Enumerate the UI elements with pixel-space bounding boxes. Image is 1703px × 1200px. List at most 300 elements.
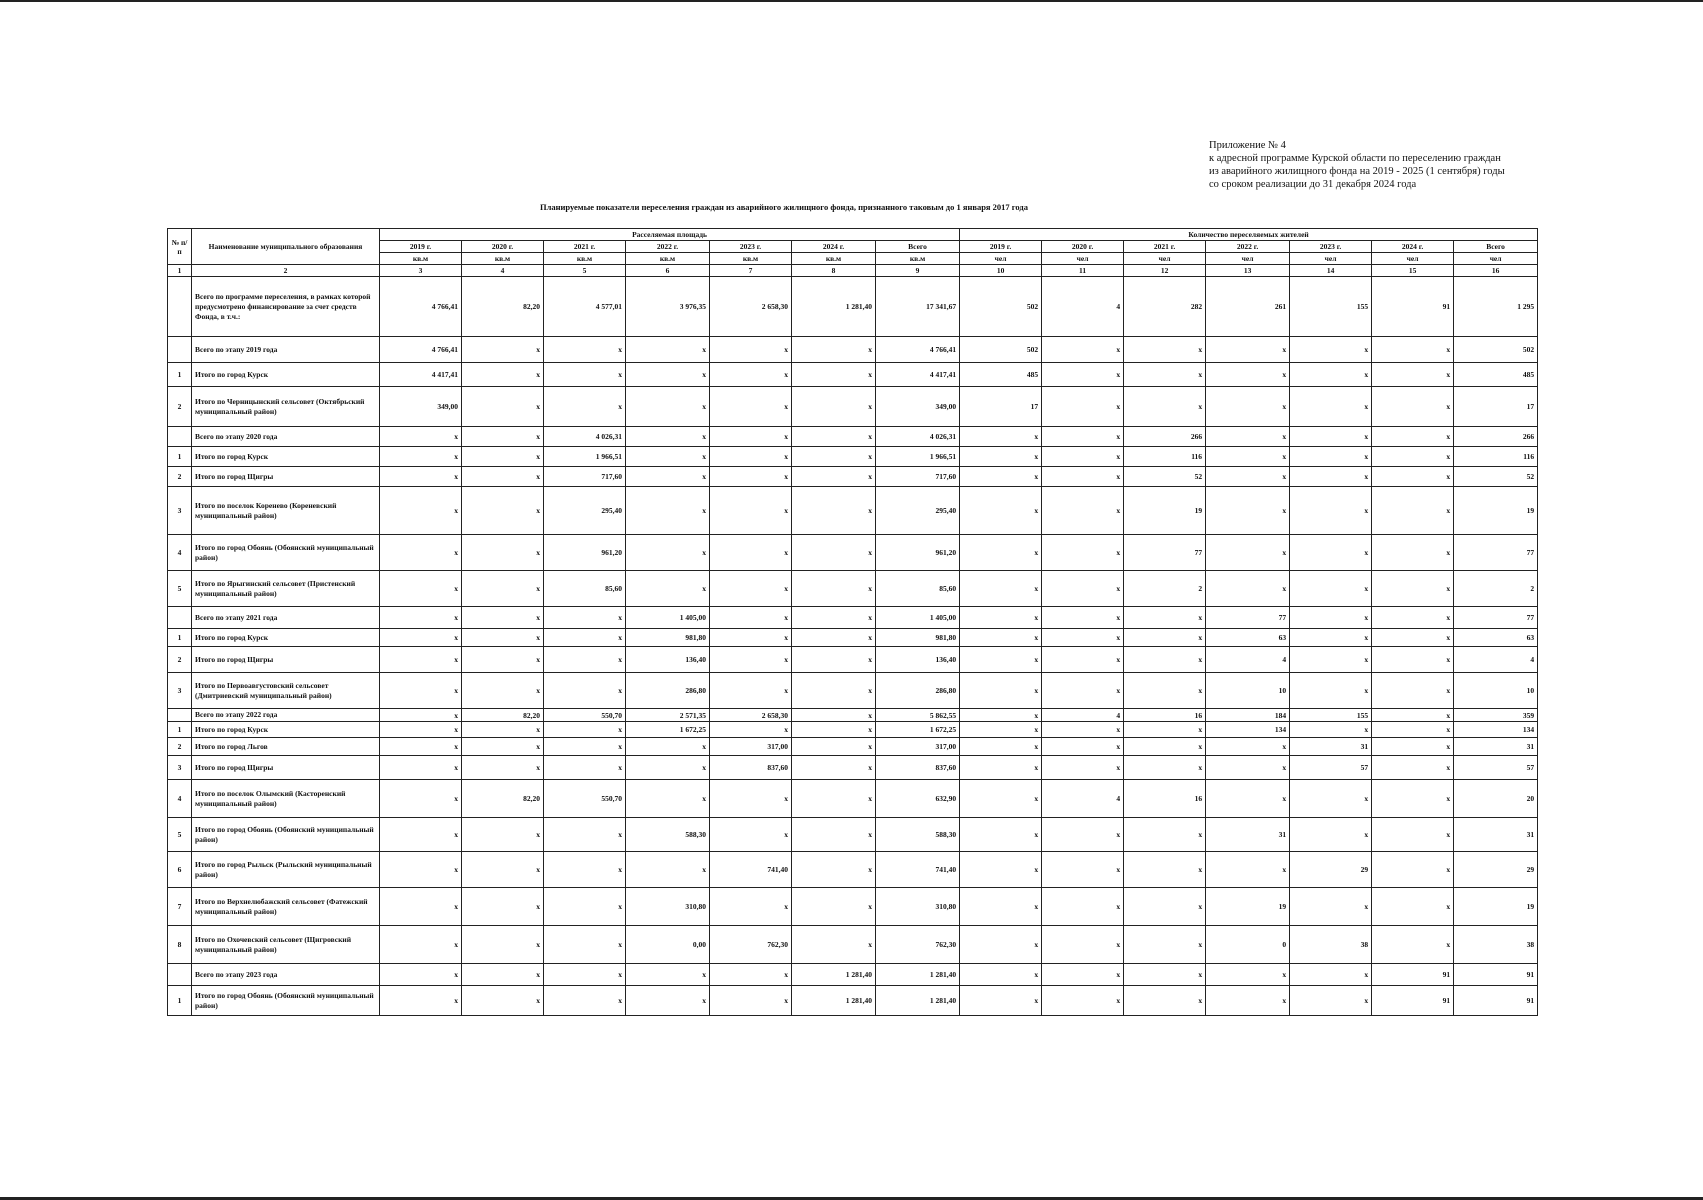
area-cell: x [380,487,462,535]
people-cell: 91 [1372,277,1454,337]
people-cell: x [1206,363,1290,387]
area-cell: 1 281,40 [876,964,960,986]
people-cell: x [1042,756,1124,780]
people-cell: x [1042,888,1124,926]
area-cell: x [380,986,462,1016]
area-cell: x [380,447,462,467]
area-cell: 0,00 [626,926,710,964]
table-row [168,535,1538,571]
people-cell: x [1124,722,1206,738]
area-cell: 295,40 [544,487,626,535]
area-cell: x [792,363,876,387]
people-cell: 77 [1454,535,1538,571]
area-cell: x [792,467,876,487]
people-cell: x [1042,964,1124,986]
row-number: 3 [168,673,192,709]
area-cell: x [544,387,626,427]
area-cell: 4 766,41 [380,277,462,337]
people-cell: 29 [1290,852,1372,888]
people-cell: x [1206,571,1290,607]
header-area-group: Расселяемая площадь [380,229,960,241]
people-cell: 19 [1206,888,1290,926]
people-cell: x [1372,738,1454,756]
people-cell: x [960,447,1042,467]
table-row [168,964,1538,986]
area-cell: x [792,647,876,673]
area-cell: x [710,673,792,709]
area-cell: x [380,467,462,487]
people-cell: x [1372,607,1454,629]
people-cell: x [1042,571,1124,607]
area-cell: x [380,926,462,964]
people-cell: x [1372,722,1454,738]
area-cell: x [710,888,792,926]
people-cell: x [960,673,1042,709]
people-cell: x [1372,427,1454,447]
people-cell: 282 [1124,277,1206,337]
people-cell: x [1124,818,1206,852]
area-cell: x [626,535,710,571]
area-cell: x [792,535,876,571]
people-cell: x [1290,673,1372,709]
area-cell: x [462,607,544,629]
area-cell: x [710,427,792,447]
people-unit-header: чел [1372,253,1454,265]
table-row [168,607,1538,629]
area-cell: 4 417,41 [876,363,960,387]
column-number: 16 [1454,265,1538,277]
area-cell: 981,80 [876,629,960,647]
area-cell: 2 571,35 [626,709,710,722]
area-cell: x [544,647,626,673]
area-year-header: 2024 г. [792,241,876,253]
header-num: № п/п [168,229,192,265]
people-cell: 77 [1124,535,1206,571]
people-cell: 155 [1290,709,1372,722]
row-name: Итого по город Обоянь (Обоянский муниципальный район) [192,986,380,1016]
people-unit-header: чел [1290,253,1372,265]
area-cell: x [710,722,792,738]
area-cell: x [380,427,462,447]
people-cell: 2 [1454,571,1538,607]
area-cell: 961,20 [876,535,960,571]
area-cell: x [710,467,792,487]
area-cell: x [710,818,792,852]
area-cell: x [626,447,710,467]
area-year-header: 2019 г. [380,241,462,253]
area-cell: x [544,629,626,647]
people-unit-header: чел [1454,253,1538,265]
table-row [168,629,1538,647]
area-cell: x [710,986,792,1016]
row-name: Итого по город Обоянь (Обоянский муниципальный район) [192,818,380,852]
area-year-header: 2020 г. [462,241,544,253]
area-cell: x [462,363,544,387]
area-cell: 550,70 [544,780,626,818]
table-row [168,673,1538,709]
people-cell: x [1206,535,1290,571]
people-cell: x [1206,780,1290,818]
area-unit-header: кв.м [380,253,462,265]
row-name: Всего по этапу 2023 года [192,964,380,986]
area-cell: x [380,756,462,780]
people-cell: x [1372,337,1454,363]
row-name: Итого по поселок Олымский (Касторенский муниципальный район) [192,780,380,818]
area-cell: 4 417,41 [380,363,462,387]
area-cell: x [544,607,626,629]
people-cell: x [1042,607,1124,629]
area-cell: 5 862,55 [876,709,960,722]
area-cell: 762,30 [876,926,960,964]
area-cell: 837,60 [710,756,792,780]
row-number: 5 [168,818,192,852]
people-cell: x [1290,986,1372,1016]
area-cell: 632,90 [876,780,960,818]
people-cell: x [1124,607,1206,629]
area-cell: x [792,487,876,535]
area-cell: 741,40 [710,852,792,888]
area-cell: 1 966,51 [876,447,960,467]
area-cell: x [544,888,626,926]
row-name: Итого по Охочевский сельсовет (Щигровский муниципальный район) [192,926,380,964]
area-unit-header: кв.м [626,253,710,265]
people-cell: 116 [1124,447,1206,467]
area-cell: x [380,852,462,888]
row-number [168,277,192,337]
people-cell: 4 [1042,709,1124,722]
people-cell: x [1372,852,1454,888]
area-cell: 286,80 [876,673,960,709]
row-number: 2 [168,467,192,487]
people-cell: 20 [1454,780,1538,818]
row-name: Итого по Черницынский сельсовет (Октябрьский муниципальный район) [192,387,380,427]
area-cell: x [792,427,876,447]
people-cell: x [960,427,1042,447]
people-cell: x [960,607,1042,629]
people-cell: 359 [1454,709,1538,722]
area-cell: 136,40 [876,647,960,673]
row-name: Итого по поселок Коренево (Кореневский муниципальный район) [192,487,380,535]
row-name: Итого по город Курск [192,722,380,738]
area-cell: x [380,964,462,986]
people-cell: 266 [1454,427,1538,447]
area-cell: 588,30 [626,818,710,852]
people-cell: x [960,964,1042,986]
area-cell: x [462,447,544,467]
people-cell: x [960,756,1042,780]
people-unit-header: чел [1206,253,1290,265]
area-cell: x [626,571,710,607]
people-cell: x [1372,447,1454,467]
people-cell: x [1042,387,1124,427]
table-row [168,888,1538,926]
people-cell: x [1042,447,1124,467]
people-cell: 52 [1124,467,1206,487]
area-cell: x [380,780,462,818]
area-cell: 85,60 [544,571,626,607]
row-name: Итого по город Курск [192,363,380,387]
people-cell: 91 [1454,964,1538,986]
row-name: Итого по Ярыгинский сельсовет (Пристенский муниципальный район) [192,571,380,607]
area-cell: x [792,818,876,852]
people-cell: x [1124,986,1206,1016]
people-cell: 29 [1454,852,1538,888]
column-number: 4 [462,265,544,277]
table-row [168,926,1538,964]
area-cell: x [544,363,626,387]
people-cell: 10 [1206,673,1290,709]
table-row [168,852,1538,888]
header-colnum-row [168,265,1538,277]
people-cell: x [960,926,1042,964]
row-number: 5 [168,571,192,607]
area-cell: x [544,738,626,756]
area-cell: x [626,387,710,427]
area-cell: x [462,629,544,647]
area-cell: x [462,818,544,852]
people-cell: x [1372,387,1454,427]
area-cell: x [380,673,462,709]
people-cell: x [1372,709,1454,722]
area-cell: x [792,852,876,888]
table-row [168,467,1538,487]
people-year-header: 2024 г. [1372,241,1454,253]
area-cell: x [710,337,792,363]
people-cell: 57 [1454,756,1538,780]
area-cell: x [626,756,710,780]
area-cell: 1 281,40 [876,986,960,1016]
area-cell: 82,20 [462,709,544,722]
area-cell: x [792,607,876,629]
row-number: 1 [168,447,192,467]
area-cell: 3 976,35 [626,277,710,337]
area-cell: 4 026,31 [876,427,960,447]
area-cell: 550,70 [544,709,626,722]
area-unit-header: кв.м [544,253,626,265]
people-cell: 91 [1372,986,1454,1016]
area-cell: x [544,722,626,738]
people-cell: x [960,571,1042,607]
area-cell: x [380,607,462,629]
row-number: 2 [168,647,192,673]
row-name: Итого по город Обоянь (Обоянский муниципальный район) [192,535,380,571]
area-cell: x [710,780,792,818]
scan-top-edge [0,0,1703,2]
people-cell: 77 [1206,607,1290,629]
area-cell: 349,00 [380,387,462,427]
area-cell: x [626,964,710,986]
row-name: Всего по этапу 2022 года [192,709,380,722]
area-cell: x [626,337,710,363]
row-name: Итого по город Рыльск (Рыльский муниципальный район) [192,852,380,888]
area-cell: x [380,738,462,756]
people-cell: x [1206,467,1290,487]
area-cell: x [380,571,462,607]
area-cell: 1 672,25 [876,722,960,738]
area-cell: x [380,647,462,673]
area-cell: x [710,387,792,427]
people-cell: 91 [1372,964,1454,986]
area-cell: x [792,709,876,722]
people-cell: x [1124,738,1206,756]
area-cell: 961,20 [544,535,626,571]
area-cell: x [792,888,876,926]
row-number: 4 [168,535,192,571]
people-cell: x [1124,852,1206,888]
area-cell: x [792,571,876,607]
area-cell: x [626,467,710,487]
row-name: Итого по город Курск [192,447,380,467]
people-cell: x [960,647,1042,673]
row-number: 6 [168,852,192,888]
area-cell: x [544,852,626,888]
area-year-header: 2021 г. [544,241,626,253]
people-cell: x [960,467,1042,487]
table-row [168,363,1538,387]
people-cell: x [1290,447,1372,467]
people-cell: x [1290,888,1372,926]
people-cell: x [960,852,1042,888]
area-cell: 1 281,40 [792,964,876,986]
table-row [168,387,1538,427]
area-cell: x [710,607,792,629]
people-cell: 266 [1124,427,1206,447]
area-cell: x [544,673,626,709]
people-cell: 134 [1206,722,1290,738]
people-cell: x [1290,647,1372,673]
people-cell: x [1206,337,1290,363]
area-cell: x [626,986,710,1016]
people-cell: x [1372,629,1454,647]
table-row [168,709,1538,722]
area-cell: x [544,926,626,964]
people-year-header: 2020 г. [1042,241,1124,253]
people-cell: x [1372,467,1454,487]
area-cell: 82,20 [462,277,544,337]
table-body [168,277,1538,1016]
people-cell: 31 [1454,818,1538,852]
people-cell: x [1042,487,1124,535]
area-cell: x [462,888,544,926]
people-cell: 502 [960,277,1042,337]
row-number [168,427,192,447]
row-number: 2 [168,387,192,427]
resettlement-table [167,228,1538,1016]
people-cell: x [1290,363,1372,387]
people-cell: x [1124,756,1206,780]
people-cell: x [1372,818,1454,852]
area-cell: 4 766,41 [380,337,462,363]
area-cell: x [626,487,710,535]
column-number: 9 [876,265,960,277]
area-cell: x [462,427,544,447]
people-cell: x [1042,852,1124,888]
column-number: 13 [1206,265,1290,277]
area-cell: x [792,780,876,818]
people-cell: 134 [1454,722,1538,738]
area-cell: x [380,888,462,926]
people-cell: 502 [1454,337,1538,363]
row-name: Всего по этапу 2020 года [192,427,380,447]
people-cell: 63 [1454,629,1538,647]
area-cell: x [462,756,544,780]
people-cell: x [1124,673,1206,709]
table-row [168,780,1538,818]
people-cell: x [1124,387,1206,427]
column-number: 15 [1372,265,1454,277]
people-cell: x [960,738,1042,756]
people-cell: x [1206,487,1290,535]
people-cell: x [960,818,1042,852]
people-year-header: 2021 г. [1124,241,1206,253]
people-cell: x [1290,337,1372,363]
people-cell: x [1042,535,1124,571]
area-cell: 1 281,40 [792,986,876,1016]
people-cell: x [1042,629,1124,647]
people-cell: x [1206,447,1290,467]
people-cell: 155 [1290,277,1372,337]
row-number: 1 [168,363,192,387]
row-name: Всего по этапу 2019 года [192,337,380,363]
row-number: 8 [168,926,192,964]
row-name: Итого по Верхнелюбажский сельсовет (Фатежский муниципальный район) [192,888,380,926]
people-cell: x [960,709,1042,722]
area-cell: x [792,738,876,756]
people-cell: x [1290,722,1372,738]
table-row [168,447,1538,467]
area-unit-header: кв.м [462,253,544,265]
appendix-line: к адресной программе Курской области по переселению граждан [1209,153,1501,164]
area-cell: x [710,629,792,647]
area-cell: 85,60 [876,571,960,607]
people-cell: 261 [1206,277,1290,337]
table-row [168,277,1538,337]
people-cell: 17 [960,387,1042,427]
area-cell: x [462,926,544,964]
table-row [168,647,1538,673]
people-cell: 16 [1124,709,1206,722]
people-cell: 502 [960,337,1042,363]
column-number: 7 [710,265,792,277]
people-cell: 19 [1454,888,1538,926]
area-cell: 136,40 [626,647,710,673]
area-cell: x [462,535,544,571]
row-number: 3 [168,487,192,535]
people-cell: x [1124,926,1206,964]
people-cell: x [1042,818,1124,852]
people-cell: 16 [1124,780,1206,818]
row-number: 1 [168,722,192,738]
area-cell: x [380,629,462,647]
row-name: Итого по город Льгов [192,738,380,756]
area-cell: 349,00 [876,387,960,427]
people-cell: 485 [1454,363,1538,387]
people-cell: x [1290,818,1372,852]
people-cell: x [1372,535,1454,571]
area-cell: x [462,571,544,607]
header-people-group: Количество переселяемых жителей [960,229,1538,241]
row-number: 4 [168,780,192,818]
area-cell: 317,00 [710,738,792,756]
area-cell: x [792,756,876,780]
people-cell: x [960,487,1042,535]
people-cell: x [1290,467,1372,487]
area-cell: x [710,571,792,607]
row-name: Итого по город Щигры [192,467,380,487]
table-row [168,738,1538,756]
row-number: 3 [168,756,192,780]
area-cell: 295,40 [876,487,960,535]
